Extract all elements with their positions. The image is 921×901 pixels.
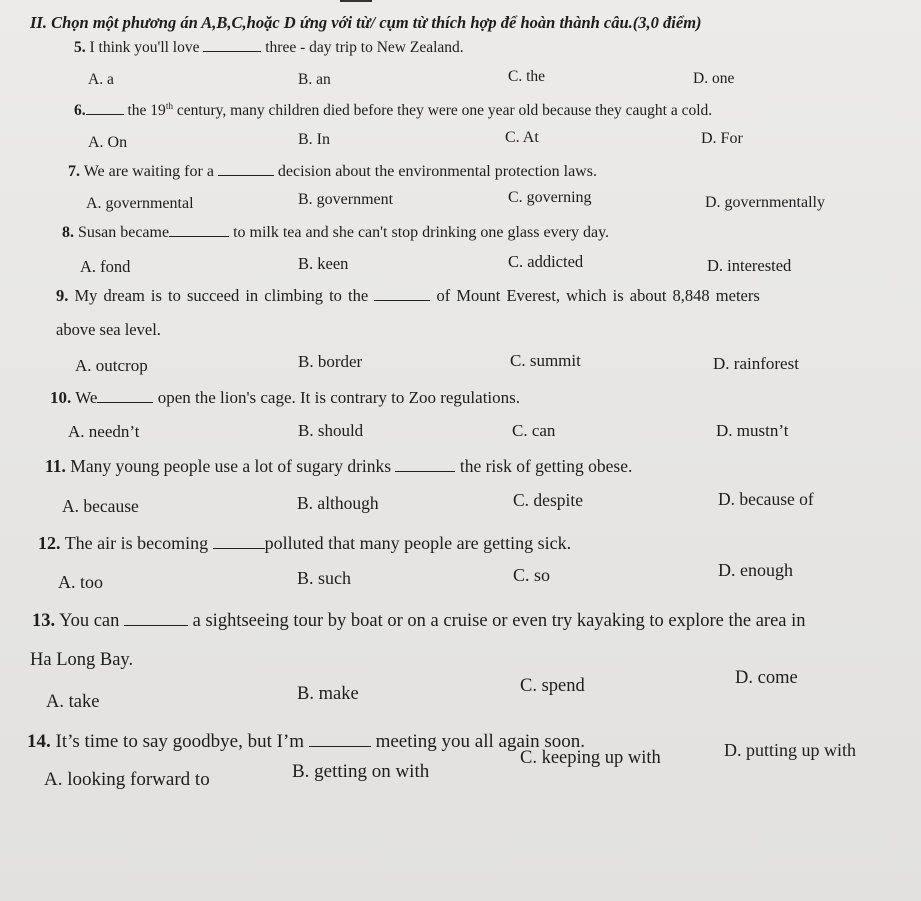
question-10 — [50, 388, 520, 408]
ordinal-suffix: th — [165, 102, 174, 112]
question-8 — [62, 224, 609, 242]
option-c: C. governing — [508, 189, 592, 206]
option-c: C. At — [505, 129, 539, 146]
question-text-after: three - day trip to New Zealand. — [265, 39, 464, 56]
option-b: B. getting on with — [292, 761, 430, 782]
question-12 — [38, 533, 571, 554]
question-5 — [74, 39, 464, 57]
option-d: D. one — [693, 70, 735, 87]
option-a: A. take — [46, 692, 100, 712]
question-text-after: the risk of getting obese. — [459, 456, 633, 476]
question-14 — [27, 731, 585, 753]
answer-blank — [169, 224, 229, 237]
question-text-after: meeting you all again soon. — [375, 731, 586, 752]
option-b: B. In — [298, 131, 330, 148]
question-number: 13. — [32, 611, 56, 631]
question-11 — [45, 456, 632, 477]
question-number: 14. — [27, 731, 51, 752]
option-d: D. For — [701, 130, 743, 147]
answer-blank — [203, 39, 261, 52]
question-text-before: My dream is to succeed in climbing to the — [74, 286, 369, 305]
question-text-after: polluted that many people are getting sick. — [264, 533, 572, 553]
answer-blank — [395, 459, 455, 472]
option-b: B. government — [298, 191, 394, 208]
option-d: D. come — [735, 668, 798, 688]
option-a: A. On — [88, 134, 128, 151]
question-number: 9. — [56, 286, 69, 305]
question-13 — [32, 611, 806, 632]
answer-blank — [124, 613, 188, 626]
question-13-continuation: Ha Long Bay. — [30, 650, 134, 670]
question-9-continuation: above sea level. — [56, 320, 161, 339]
question-text-after: to milk tea and she can't stop drinking one glass every day. — [233, 224, 610, 241]
option-b: B. although — [297, 493, 379, 513]
question-text-after: of Mount Everest, which is about 8,848 meters — [436, 286, 760, 305]
option-b: B. an — [298, 71, 331, 88]
question-text-before: We — [75, 388, 98, 407]
option-d: D. governmentally — [705, 194, 825, 211]
answer-blank — [309, 734, 371, 747]
question-text-before: It’s time to say goodbye, but I’m — [55, 731, 305, 752]
question-number: 12. — [38, 533, 61, 553]
option-c: C. spend — [520, 676, 585, 696]
answer-blank — [86, 102, 124, 115]
question-number: 5. — [74, 39, 86, 56]
option-c: C. can — [512, 421, 556, 440]
option-a: A. fond — [80, 257, 131, 276]
option-a: A. a — [88, 71, 114, 88]
question-7 — [68, 163, 597, 181]
question-number: 6. — [74, 102, 86, 120]
question-text-before: Susan became — [78, 224, 170, 241]
question-text-before: Many young people use a lot of sugary drinks — [70, 456, 392, 476]
option-c: C. summit — [510, 351, 581, 370]
option-c: C. keeping up with — [520, 748, 661, 768]
option-d: D. interested — [707, 256, 792, 275]
question-text-before: I think you'll love — [89, 39, 200, 56]
option-a: A. because — [62, 496, 139, 516]
question-text-after: a sightseeing tour by boat or on a cruise or even try kayaking to explore the area in — [192, 611, 806, 631]
answer-blank — [374, 288, 430, 301]
underline-mark — [340, 0, 372, 2]
option-b: B. make — [297, 684, 359, 704]
option-c: C. addicted — [508, 252, 584, 271]
option-d: D. mustn’t — [716, 421, 789, 440]
question-text-before: The air is becoming — [64, 533, 209, 553]
answer-blank — [218, 163, 274, 176]
answer-blank — [97, 390, 153, 403]
option-b: B. border — [298, 352, 363, 371]
question-number: 10. — [50, 388, 72, 407]
option-d: D. enough — [718, 560, 793, 580]
option-a: A. looking forward to — [44, 769, 210, 790]
option-c: C. so — [513, 565, 551, 585]
question-text-after: century, many children died before they were one year old because they caught a cold. — [176, 102, 713, 120]
option-d: D. rainforest — [713, 354, 799, 373]
question-9 — [56, 286, 760, 306]
option-a: A. too — [58, 572, 103, 592]
option-a: A. governmental — [86, 195, 194, 212]
section-heading: II. Chọn một phương án A,B,C,hoặc D ứng với từ/ cụm từ thích hợp để hoàn thành câu.(3,0 điểm) — [30, 13, 702, 32]
question-number: 11. — [45, 456, 66, 476]
question-text-after: decision about the environmental protection laws. — [277, 163, 597, 180]
option-b: B. should — [298, 421, 364, 440]
option-a: A. needn’t — [68, 422, 140, 441]
option-a: A. outcrop — [75, 356, 148, 375]
question-6 — [74, 102, 712, 120]
question-text-before: the 19 — [127, 102, 166, 120]
question-text-before: We are waiting for a — [83, 163, 214, 180]
question-text-before: You can — [59, 611, 120, 631]
question-text-after: open the lion's cage. It is contrary to Zoo regulations. — [157, 388, 521, 407]
option-d: D. because of — [718, 489, 814, 509]
question-number: 8. — [62, 224, 74, 241]
option-b: B. such — [297, 568, 351, 588]
option-b: B. keen — [298, 254, 349, 273]
option-c: C. the — [508, 68, 546, 85]
question-number: 7. — [68, 163, 80, 180]
option-c: C. despite — [513, 490, 583, 510]
option-d: D. putting up with — [724, 740, 857, 760]
answer-blank — [213, 536, 265, 549]
